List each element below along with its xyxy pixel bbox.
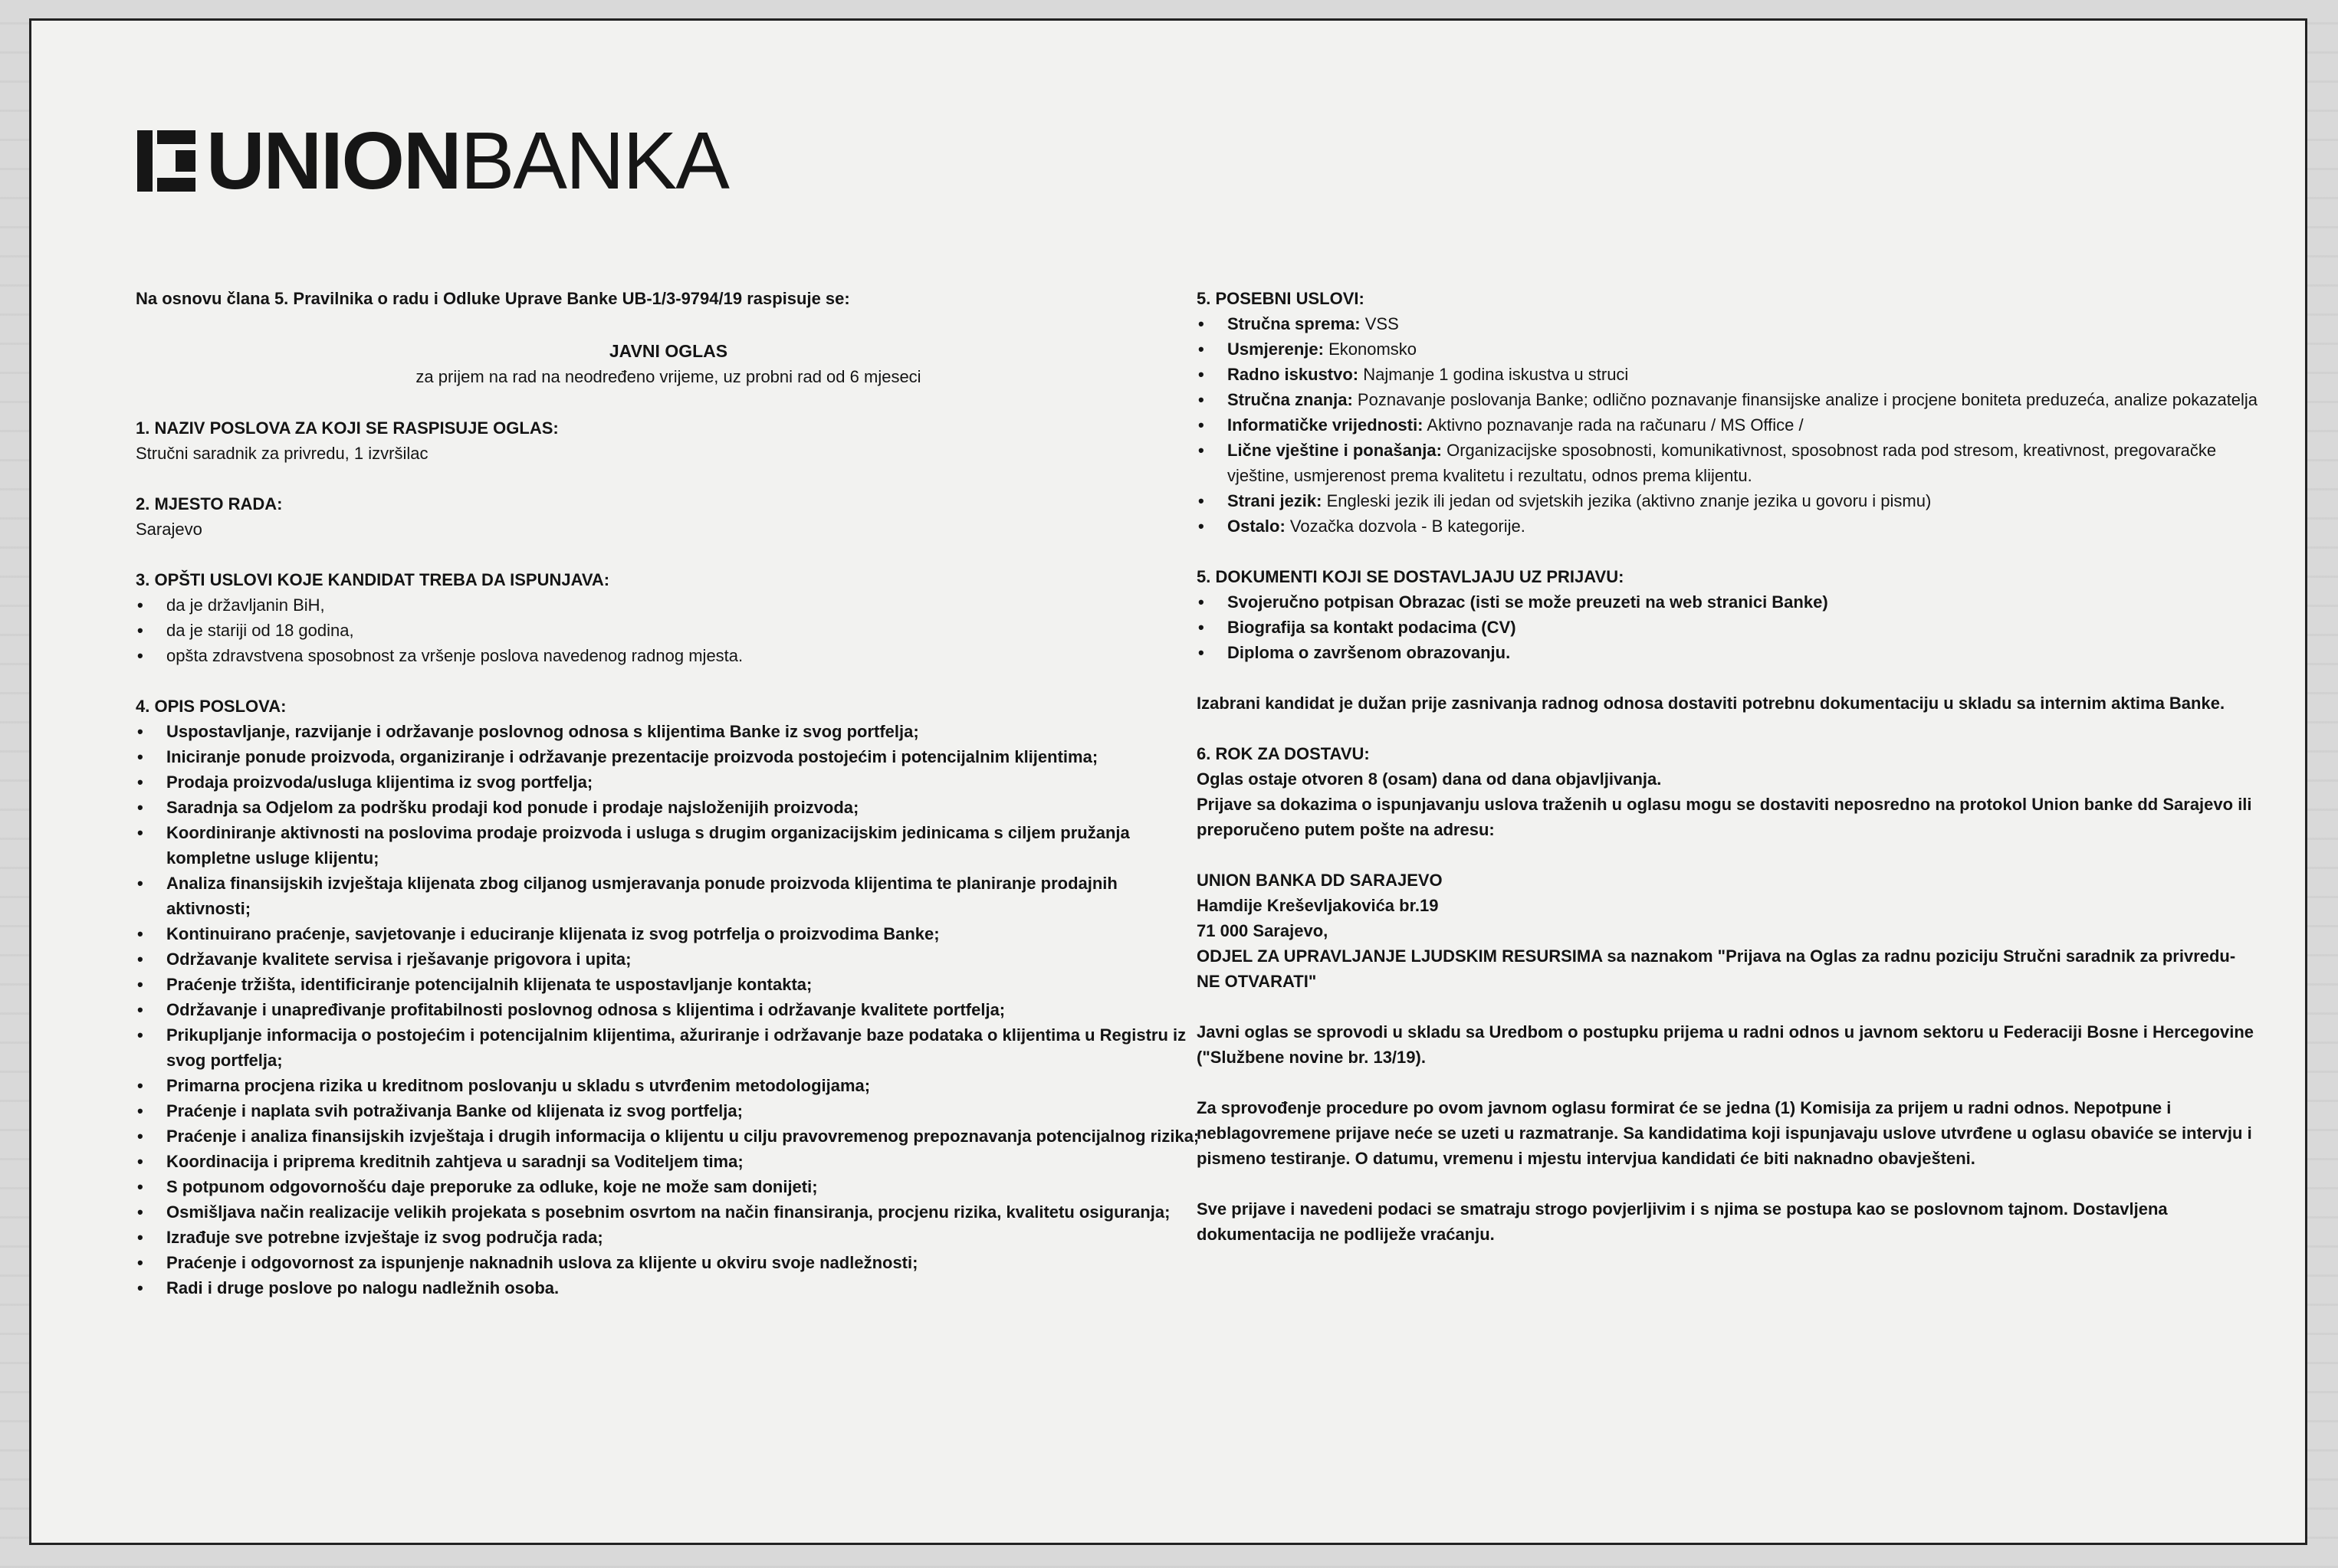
logo-wordmark: UNIONBANKA bbox=[206, 116, 728, 206]
list-item: • Saradnja sa Odjelom za podršku prodaji kod ponude i prodaje najsloženijih proizvoda; bbox=[166, 795, 1201, 820]
confidentiality-paragraph: Sve prijave i navedeni podaci se smatraju strogo povjerljivim i s njima se postupa kao se poslovnom tajnom. Dostavljena dokumentacija ne podliježe vraćanju. bbox=[1197, 1199, 2168, 1244]
list-item: • Usmjerenje: Ekonomsko bbox=[1227, 336, 2262, 362]
job-description-list bbox=[136, 719, 1201, 1301]
section-heading: 5. DOKUMENTI KOJI SE DOSTAVLJAJU UZ PRIJAVU: bbox=[1197, 567, 1624, 586]
list-item: • Održavanje kvalitete servisa i rješavanje prigovora i upita; bbox=[166, 946, 1201, 972]
address-line: 71 000 Sarajevo, bbox=[1197, 921, 1328, 940]
section-heading: 3. OPŠTI USLOVI KOJE KANDIDAT TREBA DA ISPUNJAVA: bbox=[136, 570, 610, 589]
special-conditions-list bbox=[1197, 311, 2262, 539]
list-item: • Koordiniranje aktivnosti na poslovima prodaje proizvoda i usluga s drugim organizacijskim jedinicama s ciljem pružanja kompletne usluge klijentu; bbox=[166, 820, 1201, 871]
section-special-conditions bbox=[1197, 286, 2262, 539]
section-location bbox=[136, 491, 1201, 542]
list-item: • Strani jezik: Engleski jezik ili jedan od svjetskih jezika (aktivno znanje jezika u govoru i pismu) bbox=[1227, 488, 2262, 513]
section-job-name bbox=[136, 415, 1201, 466]
address-line: ODJEL ZA UPRAVLJANJE LJUDSKIM RESURSIMA sa naznakom "Prijava na Oglas za radnu poziciju Stručni saradnik za privredu- NE OTVARATI" bbox=[1197, 946, 2236, 991]
list-item: • Praćenje i naplata svih potraživanja Banke od klijenata iz svog portfelja; bbox=[166, 1098, 1201, 1124]
list-item: • Radi i druge poslove po nalogu nadležnih osoba. bbox=[166, 1275, 1201, 1301]
section-heading: 4. OPIS POSLOVA: bbox=[136, 697, 287, 716]
list-item: • Biografija sa kontakt podacima (CV) bbox=[1227, 615, 2262, 640]
section-job-description bbox=[136, 694, 1201, 1301]
list-item: • Lične vještine i ponašanja: Organizacijske sposobnosti, komunikativnost, sposobnost rada pod stresom, kreativnost, pregovaračke vještine, usmjerenost prema kvalitetu i rezultatu, odnos prema klijentu. bbox=[1227, 438, 2262, 488]
list-item: • Ostalo: Vozačka dozvola - B kategorije. bbox=[1227, 513, 2262, 539]
ad-title: JAVNI OGLAS bbox=[609, 341, 728, 361]
list-item: • Praćenje i odgovornost za ispunjenje naknadnih uslova za klijente u okviru svoje nadležnosti; bbox=[166, 1250, 1201, 1275]
job-advertisement bbox=[29, 18, 2307, 1545]
section-general-conditions bbox=[136, 567, 1201, 668]
list-item: • da je stariji od 18 godina, bbox=[166, 618, 1201, 643]
section-heading: 2. MJESTO RADA: bbox=[136, 494, 283, 513]
commission-paragraph: Za sprovođenje procedure po ovom javnom oglasu formirat će se jedna (1) Komisija za prijem u radni odnos. Nepotpune i neblagovremene prijave neće se uzeti u razmatranje. Sa kandidatima koji ispunjavaju uslove utvrđene u oglasu obaviće se intervju i pismeno testiranje. O datumu, vremenu i mjestu intervjua kandidati će biti naknadno obavješteni. bbox=[1197, 1098, 2252, 1168]
ad-subtitle: za prijem na rad na neodređeno vrijeme, uz probni rad od 6 mjeseci bbox=[415, 367, 921, 386]
documents-list bbox=[1197, 589, 2262, 665]
section-text: Stručni saradnik za privredu, 1 izvršilac bbox=[136, 444, 429, 463]
address-line: Hamdije Kreševljakovića br.19 bbox=[1197, 896, 1439, 915]
right-column bbox=[1197, 286, 2262, 1272]
section-text: Sarajevo bbox=[136, 520, 202, 539]
section-documents bbox=[1197, 564, 2262, 665]
list-item: • da je državljanin BiH, bbox=[166, 592, 1201, 618]
list-item: • Koordinacija i priprema kreditnih zahtjeva u saradnji sa Voditeljem tima; bbox=[166, 1149, 1201, 1174]
list-item: • Osmišljava način realizacije velikih projekata s posebnim osvrtom na način finansiranja, procjenu rizika, kvalitetu osiguranja; bbox=[166, 1199, 1201, 1225]
list-item: • Svojeručno potpisan Obrazac (isti se može preuzeti na web stranici Banke) bbox=[1227, 589, 2262, 615]
deadline-text: Oglas ostaje otvoren 8 (osam) dana od dana objavljivanja. bbox=[1197, 769, 1662, 789]
list-item: • Iniciranje ponude proizvoda, organiziranje i održavanje prezentacije proizvoda postojećim i potencijalnim klijentima; bbox=[166, 744, 1201, 769]
section-heading: 6. ROK ZA DOSTAVU: bbox=[1197, 744, 1370, 763]
union-banka-logo bbox=[137, 116, 728, 206]
list-item: • opšta zdravstvena sposobnost za vršenje poslova navedenog radnog mjesta. bbox=[166, 643, 1201, 668]
section-heading: 5. POSEBNI USLOVI: bbox=[1197, 289, 1364, 308]
list-item: • Izrađuje sve potrebne izvještaje iz svog područja rada; bbox=[166, 1225, 1201, 1250]
section-heading: 1. NAZIV POSLOVA ZA KOJI SE RASPISUJE OGLAS: bbox=[136, 418, 559, 438]
left-column bbox=[136, 286, 1201, 1326]
list-item: • S potpunom odgovornošću daje preporuke za odluke, koje ne može sam donijeti; bbox=[166, 1174, 1201, 1199]
intro-text: Na osnovu člana 5. Pravilnika o radu i Odluke Uprave Banke UB-1/3-9794/19 raspisuje se: bbox=[136, 289, 850, 308]
list-item: • Diploma o završenom obrazovanju. bbox=[1227, 640, 2262, 665]
list-item: • Prodaja proizvoda/usluga klijentima iz svog portfelja; bbox=[166, 769, 1201, 795]
union-banka-logo-mark-icon bbox=[137, 130, 195, 192]
list-item: • Stručna znanja: Poznavanje poslovanja Banke; odlično poznavanje finansijske analize i procjene boniteta preduzeća, analize pokazatelja bbox=[1227, 387, 2262, 412]
selected-candidate-note: Izabrani kandidat je dužan prije zasnivanja radnog odnosa dostaviti potrebnu dokumentaciju u skladu sa internim aktima Banke. bbox=[1197, 694, 2225, 713]
list-item: • Praćenje i analiza finansijskih izvještaja i drugih informacija o klijentu u cilju pravovremenog prepoznavanja potencijalnog rizika; bbox=[166, 1124, 1201, 1149]
section-deadline bbox=[1197, 741, 2262, 842]
decree-paragraph: Javni oglas se sprovodi u skladu sa Uredbom o postupku prijema u radni odnos u javnom sektoru u Federaciji Bosne i Hercegovine ("Službene novine br. 13/19). bbox=[1197, 1022, 2254, 1067]
list-item: • Prikupljanje informacija o postojećim i potencijalnim klijentima, ažuriranje i održavanje baze podataka o klijentima u Registru iz svog portfelja; bbox=[166, 1022, 1201, 1073]
list-item: • Primarna procjena rizika u kreditnom poslovanju u skladu s utvrđenim metodologijama; bbox=[166, 1073, 1201, 1098]
mailing-address bbox=[1197, 868, 2262, 994]
list-item: • Radno iskustvo: Najmanje 1 godina iskustva u struci bbox=[1227, 362, 2262, 387]
list-item: • Praćenje tržišta, identificiranje potencijalnih klijenata te uspostavljanje kontakta; bbox=[166, 972, 1201, 997]
address-line: UNION BANKA DD SARAJEVO bbox=[1197, 871, 1443, 890]
general-conditions-list bbox=[136, 592, 1201, 668]
list-item: • Stručna sprema: VSS bbox=[1227, 311, 2262, 336]
list-item: • Kontinuirano praćenje, savjetovanje i educiranje klijenata iz svog potrfelja o proizvodima Banke; bbox=[166, 921, 1201, 946]
list-item: • Uspostavljanje, razvijanje i održavanje poslovnog odnosa s klijentima Banke iz svog portfelja; bbox=[166, 719, 1201, 744]
list-item: • Analiza finansijskih izvještaja klijenata zbog ciljanog usmjeravanja ponude proizvoda klijentima te planiranje prodajnih aktivnosti; bbox=[166, 871, 1201, 921]
list-item: • Održavanje i unapređivanje profitabilnosti poslovnog odnosa s klijentima i održavanje kvalitete portfelja; bbox=[166, 997, 1201, 1022]
list-item: • Informatičke vrijednosti: Aktivno poznavanje rada na računaru / MS Office / bbox=[1227, 412, 2262, 438]
submission-text: Prijave sa dokazima o ispunjavanju uslova traženih u oglasu mogu se dostaviti neposredno na protokol Union banke dd Sarajevo ili preporučeno putem pošte na adresu: bbox=[1197, 795, 2252, 839]
